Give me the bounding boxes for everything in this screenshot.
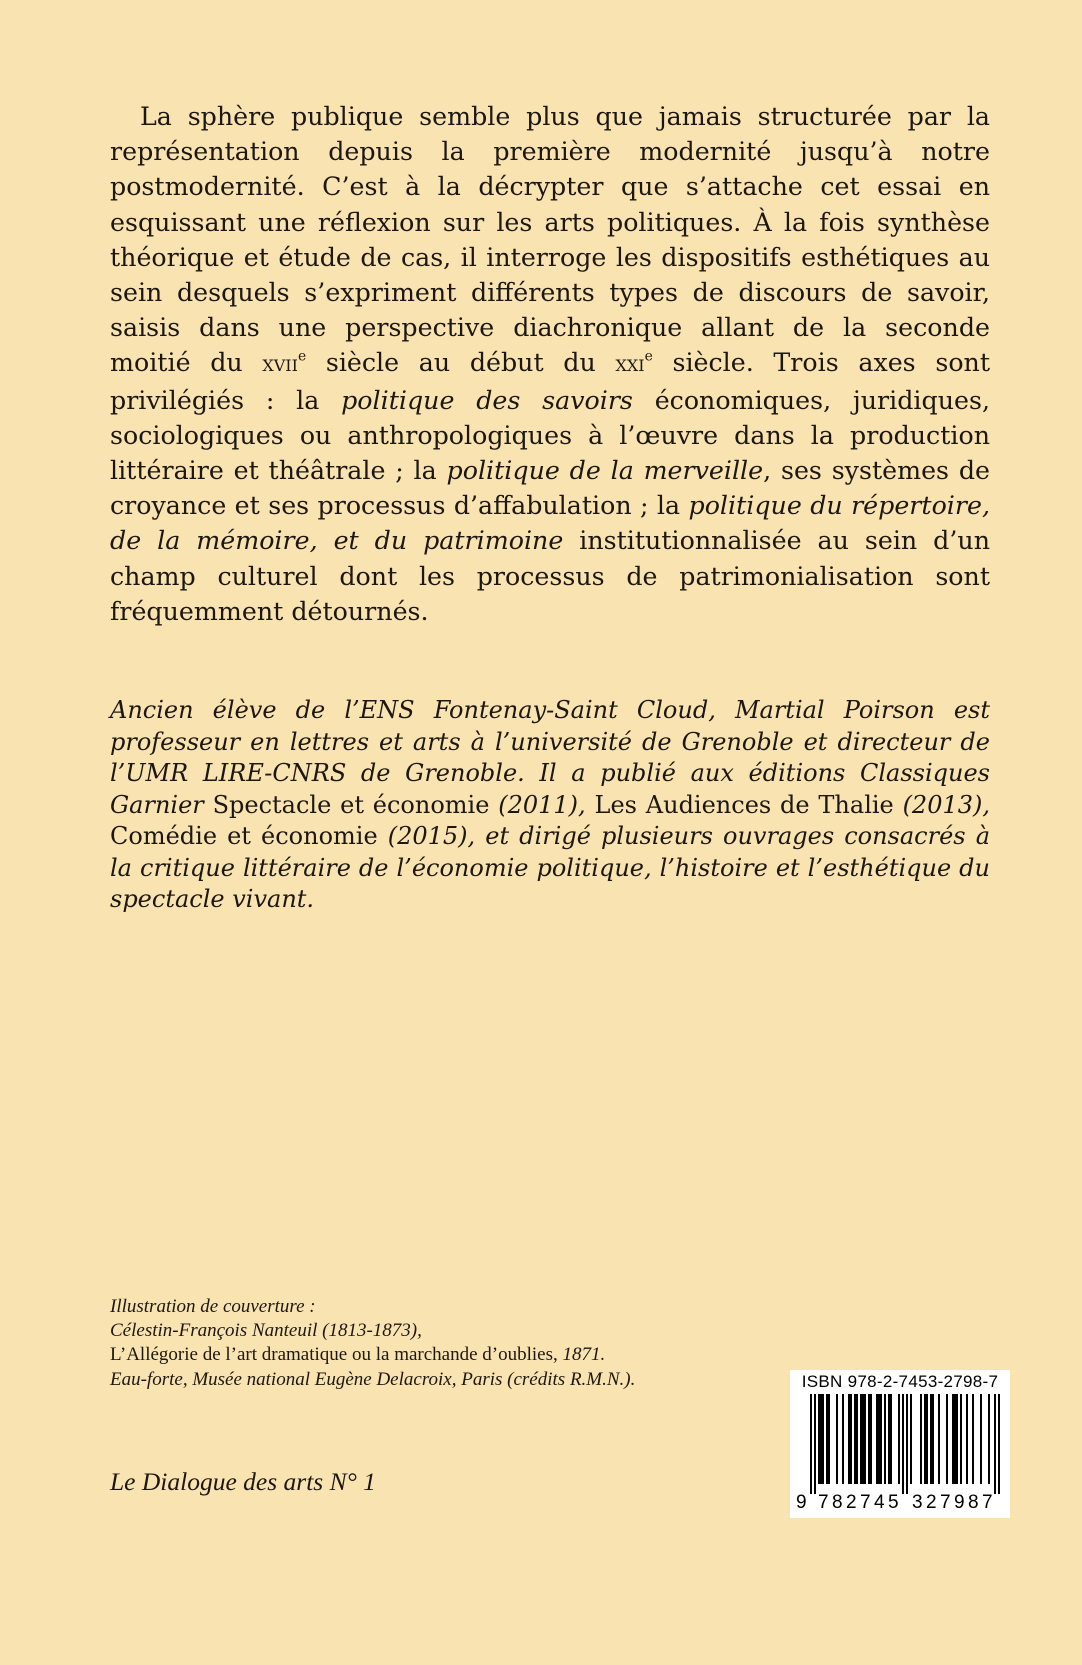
- barcode-bar: [836, 1394, 838, 1484]
- credits-work-title: L’Allégorie de l’art dramatique ou la marchande d’oublies,: [110, 1344, 558, 1366]
- barcode-bar: [880, 1394, 882, 1484]
- barcode-digit: 8: [968, 1492, 979, 1513]
- barcode-bar: [932, 1394, 934, 1484]
- barcode-bar: [848, 1394, 850, 1484]
- barcode-bar: [826, 1394, 828, 1484]
- barcode-bar: [820, 1394, 822, 1484]
- axis-3-emphasis: politique du répertoire, de la mémoire, et du patrimoine: [110, 491, 990, 556]
- barcode-digit: 3: [912, 1492, 923, 1513]
- barcode-bar: [960, 1394, 962, 1484]
- barcode-bar: [862, 1394, 864, 1484]
- barcode-bar: [818, 1394, 820, 1484]
- barcode-bar: [876, 1394, 878, 1484]
- barcode-bar: [946, 1394, 948, 1484]
- author-bio: Ancien élève de l’ENS Fontenay-Saint Cloud, Martial Poirson est professeur en lettres et arts à l’université de Grenoble et directeur de l’UMR LIRE-CNRS de Grenoble. Il a publié aux éditions Classiques Garnier Spectacle et économie (2011), Les Audiences de Thalie (2013), Comédie et économie (2015), et dirigé plusieurs ouvrages consacrés à la critique littéraire de l’économie politique, l’histoire et l’esthétique du spectacle vivant.: [110, 696, 990, 913]
- credits-medium: Eau-forte, Musée national Eugène Delacroix, Paris (crédits R.M.N.).: [110, 1368, 636, 1390]
- century-xxi: xxi: [615, 351, 645, 378]
- century-xvii: xvii: [262, 351, 298, 378]
- barcode-bar: [842, 1394, 844, 1484]
- barcode-bar: [930, 1394, 932, 1484]
- barcode-bar: [810, 1394, 812, 1494]
- barcode-bar: [906, 1394, 908, 1494]
- barcode-bar: [890, 1394, 892, 1484]
- barcode-bar: [966, 1394, 968, 1484]
- century-superscript: e: [297, 349, 307, 365]
- barcode-digit: 2: [846, 1492, 857, 1513]
- barcode-digit: 8: [832, 1492, 843, 1513]
- barcode-bar: [828, 1394, 830, 1484]
- barcode-bar: [870, 1394, 872, 1484]
- barcode-bar: [822, 1394, 824, 1484]
- barcode-digit: 7: [940, 1492, 951, 1513]
- barcode-bar: [850, 1394, 852, 1484]
- barcode-bar: [954, 1394, 956, 1484]
- barcode-bar: [864, 1394, 866, 1484]
- barcode-digit: 4: [874, 1492, 885, 1513]
- series-title: Le Dialogue des arts N° 1: [110, 1467, 376, 1496]
- barcode-digit: 9: [796, 1492, 807, 1513]
- credits-artist: Célestin-François Nanteuil (1813-1873),: [110, 1320, 422, 1342]
- book-title: Les Audiences de Thalie: [594, 790, 894, 819]
- barcode-bar: [878, 1394, 880, 1484]
- isbn-label: ISBN 978-2-7453-2798-7: [801, 1372, 999, 1391]
- barcode-digit: 5: [888, 1492, 899, 1513]
- barcode-bar: [924, 1394, 926, 1484]
- barcode-bar: [910, 1394, 912, 1484]
- summary-paragraph: La sphère publique semble plus que jamais structurée par la représentation depuis la première modernité jusqu’à notre postmodernité. C’est à la décrypter que s’attache cet essai en esquissant une réflexion sur les arts politiques. À la fois synthèse théorique et étude de cas, il interroge les dispositifs esthétiques au sein desquels s’expriment différents types de discours de savoir, saisis dans une perspective diachronique allant de la seconde moitié du xvii$^e$ siècle au début du xxi$^e$ siècle. Trois axes sont privilégiés : la politique des savoirs économiques, juridiques, sociologiques ou anthropologiques à l’œuvre dans la production littéraire et théâtrale ; la politique de la merveille, ses systèmes de croyance et ses processus d’affabulation ; la politique du répertoire, de la mémoire, et du patrimoine institutionnalisée au sein d’un champ culturel dont les processus de patrimonialisation sont fréquemment détournés.: [110, 102, 991, 626]
- barcode-bar: [860, 1394, 862, 1484]
- barcode-bar: [884, 1394, 886, 1484]
- barcode-bar: [902, 1394, 904, 1494]
- barcode-bar: [952, 1394, 954, 1484]
- barcode-bar: [972, 1394, 974, 1484]
- barcode-bar: [998, 1394, 1000, 1494]
- barcode-bar: [856, 1394, 858, 1484]
- barcode-bars: [790, 1394, 1010, 1494]
- isbn-barcode: [790, 1370, 1010, 1518]
- axis-1-emphasis: politique des savoirs: [341, 385, 633, 415]
- axis-2-emphasis: politique de la merveille: [446, 456, 764, 486]
- barcode-bar: [814, 1394, 816, 1494]
- barcode-digit: 9: [954, 1492, 965, 1513]
- barcode-bar: [980, 1394, 982, 1484]
- cover-illustration-credits: [110, 1295, 750, 1392]
- barcode-digit: 7: [982, 1492, 993, 1513]
- barcode-bar: [938, 1394, 940, 1484]
- century-superscript: e: [644, 349, 653, 365]
- credits-work: [110, 1343, 750, 1367]
- barcode-bar: [988, 1394, 990, 1484]
- barcode-digit: 2: [926, 1492, 937, 1513]
- barcode-bar: [898, 1394, 900, 1484]
- barcode-digits: [790, 1492, 1010, 1514]
- book-title: Comédie et économie: [110, 822, 378, 850]
- barcode-bar: [920, 1394, 922, 1484]
- barcode-bar: [926, 1394, 928, 1484]
- barcode-digit: 7: [818, 1492, 829, 1513]
- credits-work-year: 1871.: [557, 1344, 606, 1366]
- barcode-bar: [868, 1394, 870, 1484]
- book-title: Spectacle et économie: [212, 790, 490, 819]
- barcode-digit: 7: [860, 1492, 871, 1513]
- credits-heading: Illustration de couverture :: [110, 1296, 316, 1317]
- barcode-bar: [854, 1394, 856, 1484]
- barcode-bar: [888, 1394, 890, 1484]
- barcode-bar: [956, 1394, 958, 1484]
- barcode-bar: [994, 1394, 996, 1494]
